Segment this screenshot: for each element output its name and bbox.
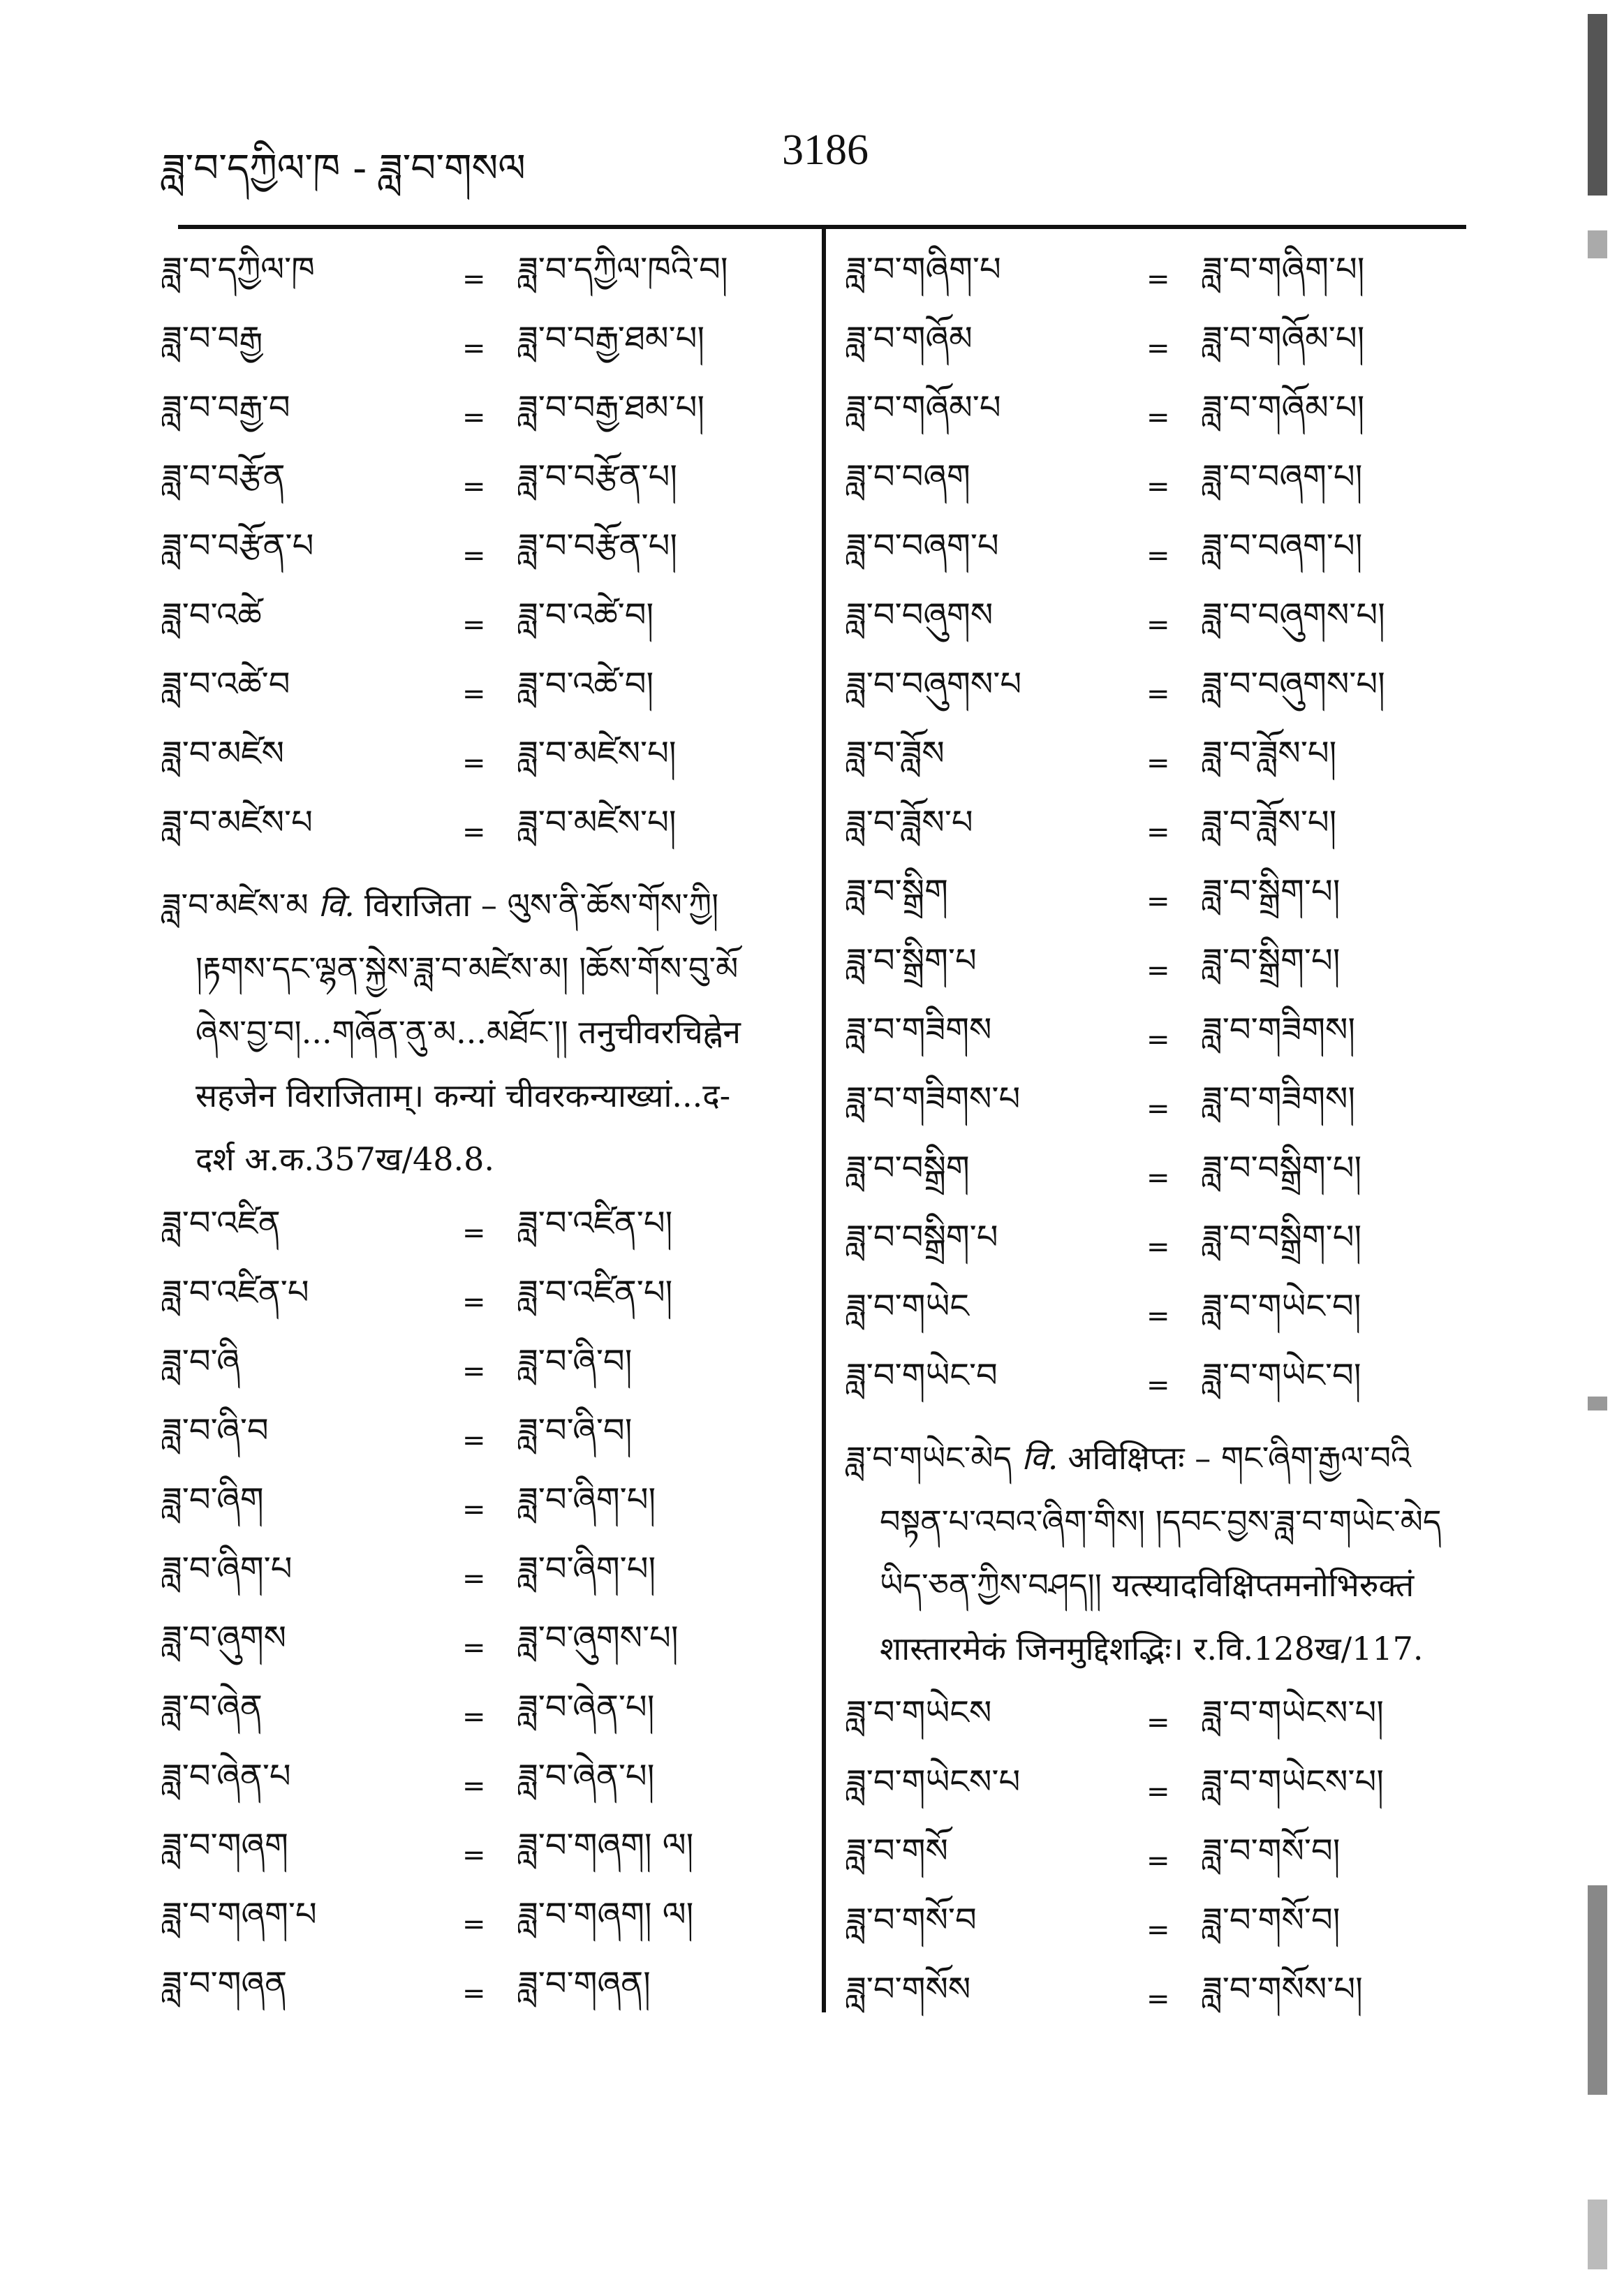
equals-sign: = <box>462 539 486 572</box>
gloss: ཟླ་བ་བཞུགས་པ། <box>1202 665 1385 704</box>
headword: ཟླ་བ་འཛིན <box>162 1204 281 1243</box>
headword: ཟླ་བ་བརྩོན <box>162 457 286 496</box>
headword: ཟླ་བ་མཛེས་པ <box>162 803 313 842</box>
equals-sign: = <box>462 1355 486 1387</box>
equals-sign: = <box>1146 1023 1170 1056</box>
headword: ཟླ་བ་ཞི་བ <box>162 1411 269 1450</box>
headword: ཟླ་བ་ཞེན་པ <box>162 1757 291 1796</box>
equals-sign: = <box>462 677 486 710</box>
scan-edge-band <box>1588 2200 1607 2269</box>
headword: ཟླ་བ་གཡེང་བ <box>846 1356 998 1395</box>
equals-sign: = <box>1146 677 1170 710</box>
equals-sign: = <box>1146 539 1170 572</box>
right-entries-bottom <box>846 1688 1475 2033</box>
headword: ཟླ་བ་གཞན <box>162 1964 288 2003</box>
equals-sign: = <box>462 1700 486 1733</box>
headword: ཟླ་བ་ཞི <box>162 1342 240 1381</box>
paragraph-entry <box>846 1420 1475 1688</box>
column-divider <box>822 225 826 2012</box>
equals-sign: = <box>462 1493 486 1526</box>
gloss: ཟླ་བ་འཛིན་པ། <box>518 1204 673 1243</box>
gloss: ཟླ་བ་ཞི་བ། <box>518 1342 633 1381</box>
headword: ཟླ་བ་བརྒྱ་བ <box>162 388 290 427</box>
equals-sign: = <box>1146 1913 1170 1946</box>
gloss: ཟླ་བ་གཞག། ལ། <box>518 1895 694 1934</box>
paragraph-line: ཞེས་བྱ་བ།...གཞོན་ནུ་མ...མཐོང་།། तनुचीवरचिह्नेन <box>195 1013 741 1051</box>
headword: ཟླ་བ་ཞེན <box>162 1688 263 1727</box>
gloss: ཟླ་བ་གཡེང་བ། <box>1202 1287 1361 1326</box>
gloss: ཟླ་བ་གཟིགས། <box>1202 1080 1356 1119</box>
grammar-abbreviation: वि. <box>318 886 355 924</box>
headword: ཟླ་བ་བཞག <box>846 457 970 496</box>
gloss: ཟླ་བ་བཞུགས་པ། <box>1202 596 1385 635</box>
headword: ཟླ་བ་བརྩོན་པ <box>162 526 314 566</box>
gloss: ཟླ་བ་ཞིག་པ། <box>518 1549 656 1589</box>
gloss: ཟླ་བ་གཞོམ་པ། <box>1202 388 1365 427</box>
headword: ཟླ་བ་གསོ <box>846 1832 948 1871</box>
gloss: ཟླ་བ་བཞག་པ། <box>1202 457 1363 496</box>
gloss: ཟླ་བ་འཚེ་བ། <box>518 665 654 704</box>
gloss: ཟླ་བ་གཡེང་བ། <box>1202 1356 1361 1395</box>
equals-sign: = <box>462 1631 486 1664</box>
equals-sign: = <box>1146 746 1170 779</box>
headword: ཟླ་བ་གསོས <box>846 1970 971 2009</box>
gloss: ཟླ་བ་སྒྲིག་པ། <box>1202 872 1341 911</box>
paragraph-headword: ཟླ་བ་གཡེང་མེད <box>846 1439 1012 1477</box>
headword: ཟླ་བ་ཟློས་པ <box>846 803 973 842</box>
dictionary-entry <box>162 1959 797 2028</box>
headword: ཟླ་བ་བཞུགས་པ <box>846 665 1022 704</box>
equals-sign: = <box>462 1977 486 2010</box>
equals-sign: = <box>1146 1369 1170 1401</box>
headword: ཟླ་བ་གཡེང <box>846 1287 969 1326</box>
headword: ཟླ་བ་གཞག་པ <box>162 1895 317 1934</box>
gloss: ཟླ་བ་ཟློས་པ། <box>1202 803 1337 842</box>
equals-sign: = <box>1146 1092 1170 1125</box>
left-entries-bottom <box>162 1198 797 2028</box>
gloss: ཟླ་བ་བཞག་པ། <box>1202 526 1363 566</box>
equals-sign: = <box>462 263 486 295</box>
headword: ཟླ་བ་ཞིག <box>162 1480 264 1519</box>
equals-sign: = <box>1146 1299 1170 1332</box>
gloss: ཟླ་བ་ཞེན་པ། <box>518 1688 655 1727</box>
gloss: ཟླ་བ་བརྩོན་པ། <box>518 526 678 566</box>
gloss: ཟླ་བ་ཞེན་པ། <box>518 1757 655 1796</box>
scan-edge-band <box>1588 1885 1607 2095</box>
equals-sign: = <box>1146 332 1170 364</box>
gloss: ཟླ་བ་ཞུགས་པ། <box>518 1619 679 1658</box>
left-column <box>162 244 797 2028</box>
equals-sign: = <box>462 1769 486 1802</box>
gloss: ཟླ་བ་འཚེ་བ། <box>518 596 654 635</box>
equals-sign: = <box>462 332 486 364</box>
equals-sign: = <box>1146 263 1170 295</box>
paragraph-line: अविक्षिप्तः – གང་ཞིག་རྒྱལ་བའི <box>1068 1439 1411 1477</box>
equals-sign: = <box>462 1908 486 1940</box>
left-entries-top <box>162 244 797 867</box>
gloss: ཟླ་བ་སྒྲིག་པ། <box>1202 941 1341 980</box>
headword: ཟླ་བ་བཞག་པ <box>846 526 999 566</box>
gloss: ཟླ་བ་གསོ་བ། <box>1202 1901 1341 1940</box>
headword: ཟླ་བ་འཚེ་བ <box>162 665 290 704</box>
gloss: ཟླ་བ་གསོ་བ། <box>1202 1832 1341 1871</box>
equals-sign: = <box>462 1839 486 1871</box>
dictionary-entry <box>846 1964 1475 2033</box>
gloss: ཟླ་བ་ཞི་བ། <box>518 1411 633 1450</box>
gloss: ཟླ་བ་བརྩོན་པ། <box>518 457 678 496</box>
paragraph-line: विराजिता – ལུས་ནི་ཆོས་གོས་ཀྱི། <box>364 886 719 924</box>
equals-sign: = <box>1146 1775 1170 1808</box>
headword: ཟླ་བ་དཀྱིལ་ཁ <box>162 250 315 289</box>
headword: ཟླ་བ་བཞུགས <box>846 596 994 635</box>
dictionary-entry <box>162 797 797 867</box>
equals-sign: = <box>462 401 486 434</box>
equals-sign: = <box>462 1286 486 1318</box>
gloss: ཟླ་བ་བརྒྱ་ཐམ་པ། <box>518 319 705 358</box>
paragraph-line: །རྟགས་དང་ལྷན་སྐྱེས་ཟླ་བ་མཛེས་མ། །ཆོས་གོས་བུ་མོ <box>195 950 739 987</box>
equals-sign: = <box>462 1562 486 1595</box>
equals-sign: = <box>1146 885 1170 918</box>
page-number: 3186 <box>782 126 869 174</box>
headword: ཟླ་བ་འཚེ <box>162 596 262 635</box>
headword: ཟླ་བ་གསོ་བ <box>846 1901 977 1940</box>
headword: ཟླ་བ་སྒྲིག <box>846 872 948 911</box>
running-head: ཟླ་བ་དཀྱིལ་ཁ - ཟླ་བ་གསལ <box>162 146 526 191</box>
equals-sign: = <box>462 816 486 848</box>
right-column <box>846 244 1475 2033</box>
equals-sign: = <box>1146 954 1170 987</box>
headword: ཟླ་བ་ཞིག་པ <box>162 1549 293 1589</box>
equals-sign: = <box>462 746 486 779</box>
equals-sign: = <box>1146 1844 1170 1877</box>
paragraph-line: सहजेन विराजिताम्। कन्यां चीवरकन्याख्यां...द- <box>195 1077 731 1114</box>
gloss: ཟླ་བ་མཛེས་པ། <box>518 803 677 842</box>
gloss: ཟླ་བ་གསོས་པ། <box>1202 1970 1363 2009</box>
page-header <box>0 0 1624 230</box>
equals-sign: = <box>1146 608 1170 641</box>
gloss: ཟླ་བ་གཡེངས་པ། <box>1202 1762 1384 1802</box>
gloss: ཟླ་བ་ཞིག་པ། <box>518 1480 656 1519</box>
gloss: ཟླ་བ་གཡེངས་པ། <box>1202 1693 1384 1732</box>
paragraph-headword: ཟླ་བ་མཛེས་མ <box>162 886 309 924</box>
paragraph-entry <box>162 867 797 1198</box>
equals-sign: = <box>1146 1161 1170 1194</box>
paragraph-line: བསྟན་པ་འབའ་ཞིག་གིས། །དབང་བྱས་ཟླ་བ་གཡེང་མེད <box>880 1503 1442 1540</box>
scan-edge <box>1575 0 1624 2291</box>
citation: दर्श अ.क.357ख/48.8. <box>195 1140 495 1178</box>
gloss: ཟླ་བ་བརྒྱ་ཐམ་པ། <box>518 388 705 427</box>
equals-sign: = <box>1146 1230 1170 1263</box>
scan-edge-band <box>1588 1397 1607 1410</box>
headword: ཟླ་བ་བརྒྱ <box>162 319 263 358</box>
headword: ཟླ་བ་ཞུགས <box>162 1619 287 1658</box>
right-entries-top <box>846 244 1475 1420</box>
headword: ཟླ་བ་གཞོམ <box>846 319 973 358</box>
headword: ཟླ་བ་གཞིག་པ <box>846 250 1001 289</box>
headword: ཟླ་བ་མཛེས <box>162 734 285 773</box>
gloss: ཟླ་བ་བསྒྲིག་པ། <box>1202 1149 1362 1188</box>
gloss: ཟླ་བ་འཛིན་པ། <box>518 1273 673 1312</box>
headword: ཟླ་བ་བསྒྲིག <box>846 1149 970 1188</box>
scan-edge-band <box>1588 14 1607 196</box>
gloss: ཟླ་བ་ཟློས་པ། <box>1202 734 1337 773</box>
gloss: ཟླ་བ་བསྒྲིག་པ། <box>1202 1218 1362 1257</box>
gloss: ཟླ་བ་གཟིགས། <box>1202 1010 1356 1049</box>
citation: शास्तारमेकं जिनमुद्दिशद्भिः। र.वि.128ख/117. <box>880 1630 1424 1667</box>
dictionary-entry <box>846 1350 1475 1420</box>
equals-sign: = <box>462 1216 486 1249</box>
equals-sign: = <box>462 608 486 641</box>
grammar-abbreviation: वि. <box>1021 1439 1058 1477</box>
headword: ཟླ་བ་གཡེངས་པ <box>846 1762 1021 1802</box>
gloss: ཟླ་བ་མཛེས་པ། <box>518 734 677 773</box>
headword: ཟླ་བ་འཛིན་པ <box>162 1273 309 1312</box>
equals-sign: = <box>1146 401 1170 434</box>
gloss: ཟླ་བ་གཞིག་པ། <box>1202 250 1365 289</box>
gloss: ཟླ་བ་གཞག། ལ། <box>518 1826 694 1865</box>
equals-sign: = <box>1146 470 1170 503</box>
headword: ཟླ་བ་གཟིགས <box>846 1010 992 1049</box>
equals-sign: = <box>1146 1982 1170 2015</box>
headword: ཟླ་བ་བསྒྲིག་པ <box>846 1218 998 1257</box>
headword: ཟླ་བ་གཞོམ་པ <box>846 388 1001 427</box>
scan-edge-band <box>1588 230 1607 258</box>
equals-sign: = <box>1146 1706 1170 1739</box>
headword: ཟླ་བ་གཟིགས་པ <box>846 1080 1021 1119</box>
gloss: ཟླ་བ་དཀྱིལ་ཁའི་བ། <box>518 250 728 289</box>
headword: ཟླ་བ་ཟློས <box>846 734 945 773</box>
headword: ཟླ་བ་གཞག <box>162 1826 288 1865</box>
headword: ཟླ་བ་སྒྲིག་པ <box>846 941 977 980</box>
equals-sign: = <box>1146 816 1170 848</box>
paragraph-line: ཡིད་ཅན་ཀྱིས་བཤད།། यत्स्यादविक्षिप्तमनोभिरुक्तं <box>880 1566 1415 1604</box>
equals-sign: = <box>462 1424 486 1457</box>
headword: ཟླ་བ་གཡེངས <box>846 1693 992 1732</box>
equals-sign: = <box>462 470 486 503</box>
gloss: ཟླ་བ་གཞན། <box>518 1964 651 2003</box>
gloss: ཟླ་བ་གཞོམ་པ། <box>1202 319 1365 358</box>
